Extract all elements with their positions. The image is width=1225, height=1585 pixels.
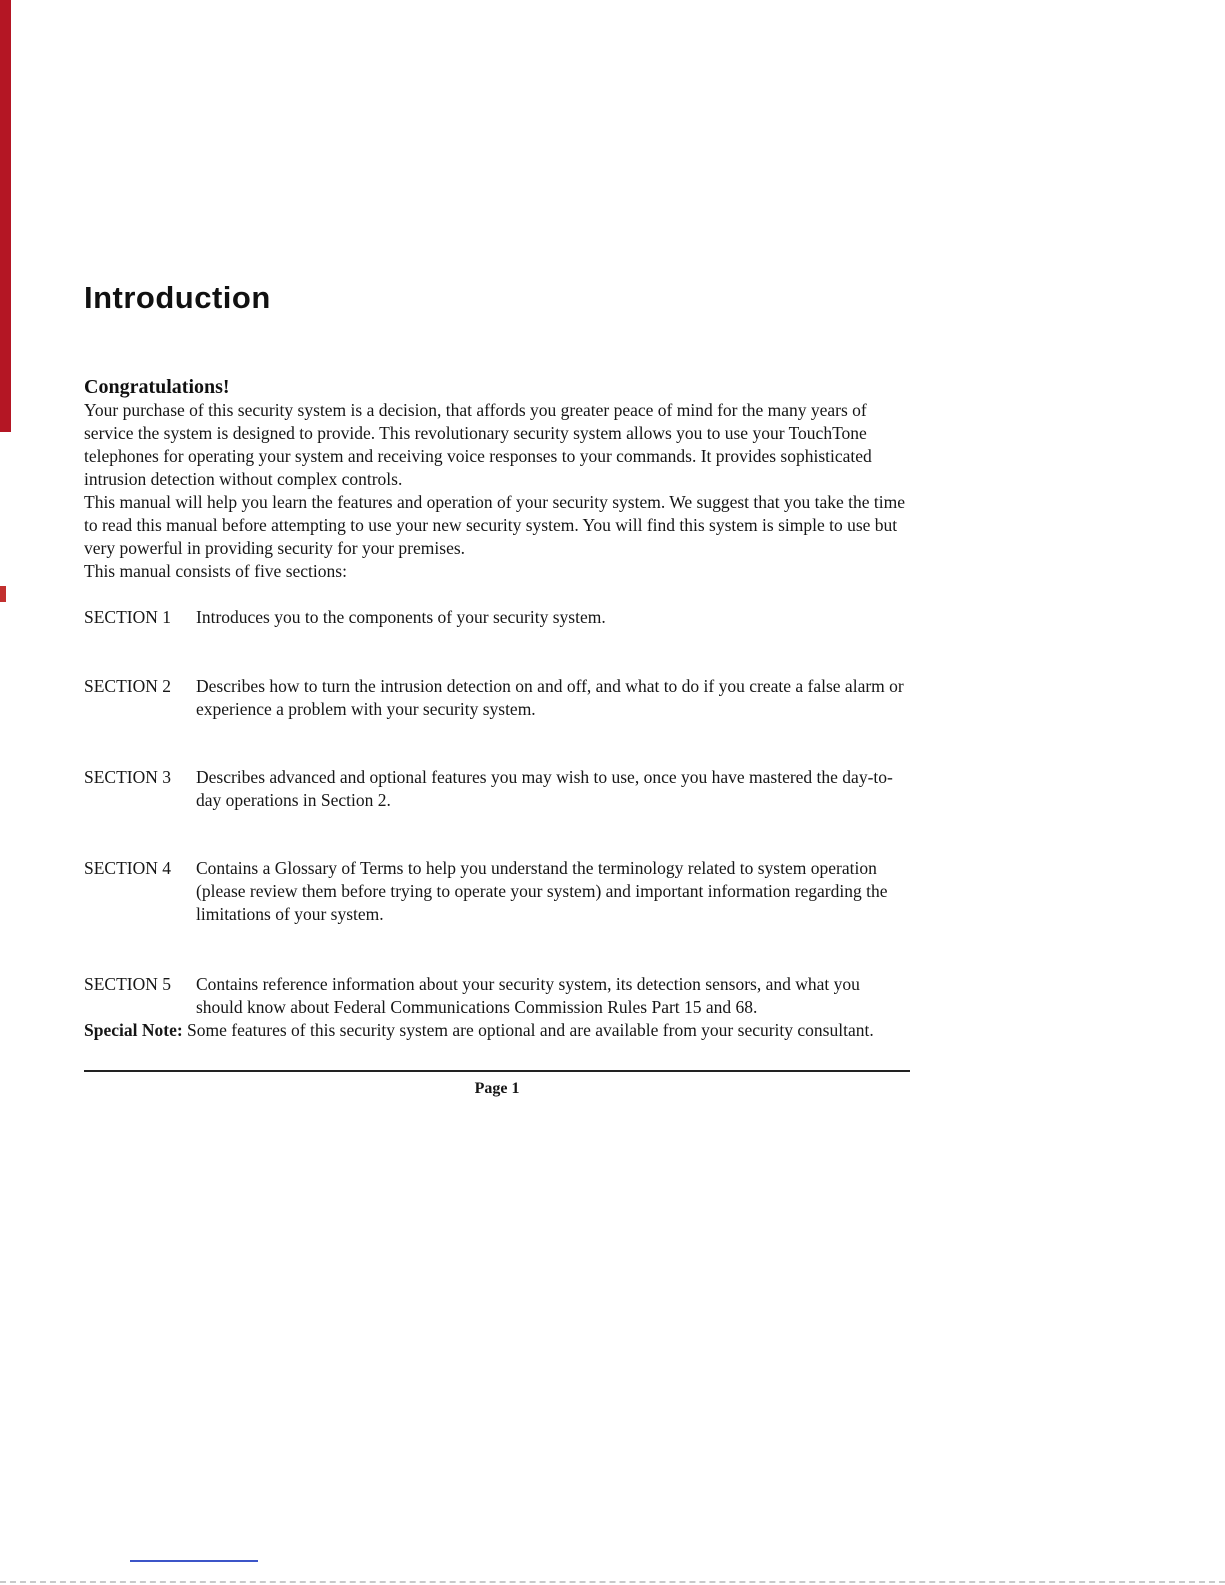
section-text: Contains a Glossary of Terms to help you understand the terminology related to system operation (please review them before trying to operate your system) and important information regarding the limitations of your system. (196, 858, 888, 924)
section-label: SECTION 4 (84, 858, 172, 878)
special-note (84, 1019, 910, 1042)
congratulations-heading: Congratulations! (84, 376, 230, 398)
section-label: SECTION 1 (84, 607, 172, 627)
section-item-5 (84, 973, 910, 1019)
scan-artifact-blue-line (130, 1560, 258, 1562)
scan-artifact-red-tick (0, 586, 6, 602)
intro-paragraph-1: Your purchase of this security system is a decision, that affords you greater peace of mind for the many years of service the system is designed to provide. This revolutionary security system allows you to use your TouchTone telephones for operating your system and receiving voice responses to your commands. It provides sophisticated intrusion detection without complex controls. (84, 400, 872, 489)
section-label: SECTION 3 (84, 767, 172, 787)
section-item-3 (84, 766, 910, 812)
footer-rule (84, 1070, 910, 1072)
section-text: Contains reference information about your security system, its detection sensors, and what you should know about Federal Communications Commission Rules Part 15 and 68. (196, 974, 860, 1017)
scan-artifact-bottom-edge (0, 1581, 1225, 1583)
page-number: Page 1 (474, 1080, 520, 1097)
section-label: SECTION 5 (84, 974, 172, 994)
section-item-2 (84, 675, 910, 721)
intro-paragraph-2: This manual will help you learn the features and operation of your security system. We suggest that you take the time to read this manual before attempting to use your new security system. You will find this system is simple to use but very powerful in providing security for your premises. (84, 492, 906, 558)
page-title: Introduction (84, 280, 271, 315)
section-item-4 (84, 857, 910, 926)
page-content (84, 280, 910, 1098)
section-text: Describes advanced and optional features you may wish to use, once you have mastered the day-to-day operations in Section 2. (196, 767, 893, 810)
section-item-1 (84, 606, 910, 629)
section-label: SECTION 2 (84, 676, 172, 696)
section-text: Describes how to turn the intrusion detection on and off, and what to do if you create a false alarm or experience a problem with your security system. (196, 676, 904, 719)
special-note-label: Special Note: (84, 1020, 183, 1040)
special-note-text: Some features of this security system are optional and are available from your security consultant. (182, 1020, 874, 1040)
section-text: Introduces you to the components of your security system. (196, 607, 606, 627)
scan-artifact-red-strip (0, 0, 11, 432)
sections-intro-line: This manual consists of five sections: (84, 561, 347, 581)
